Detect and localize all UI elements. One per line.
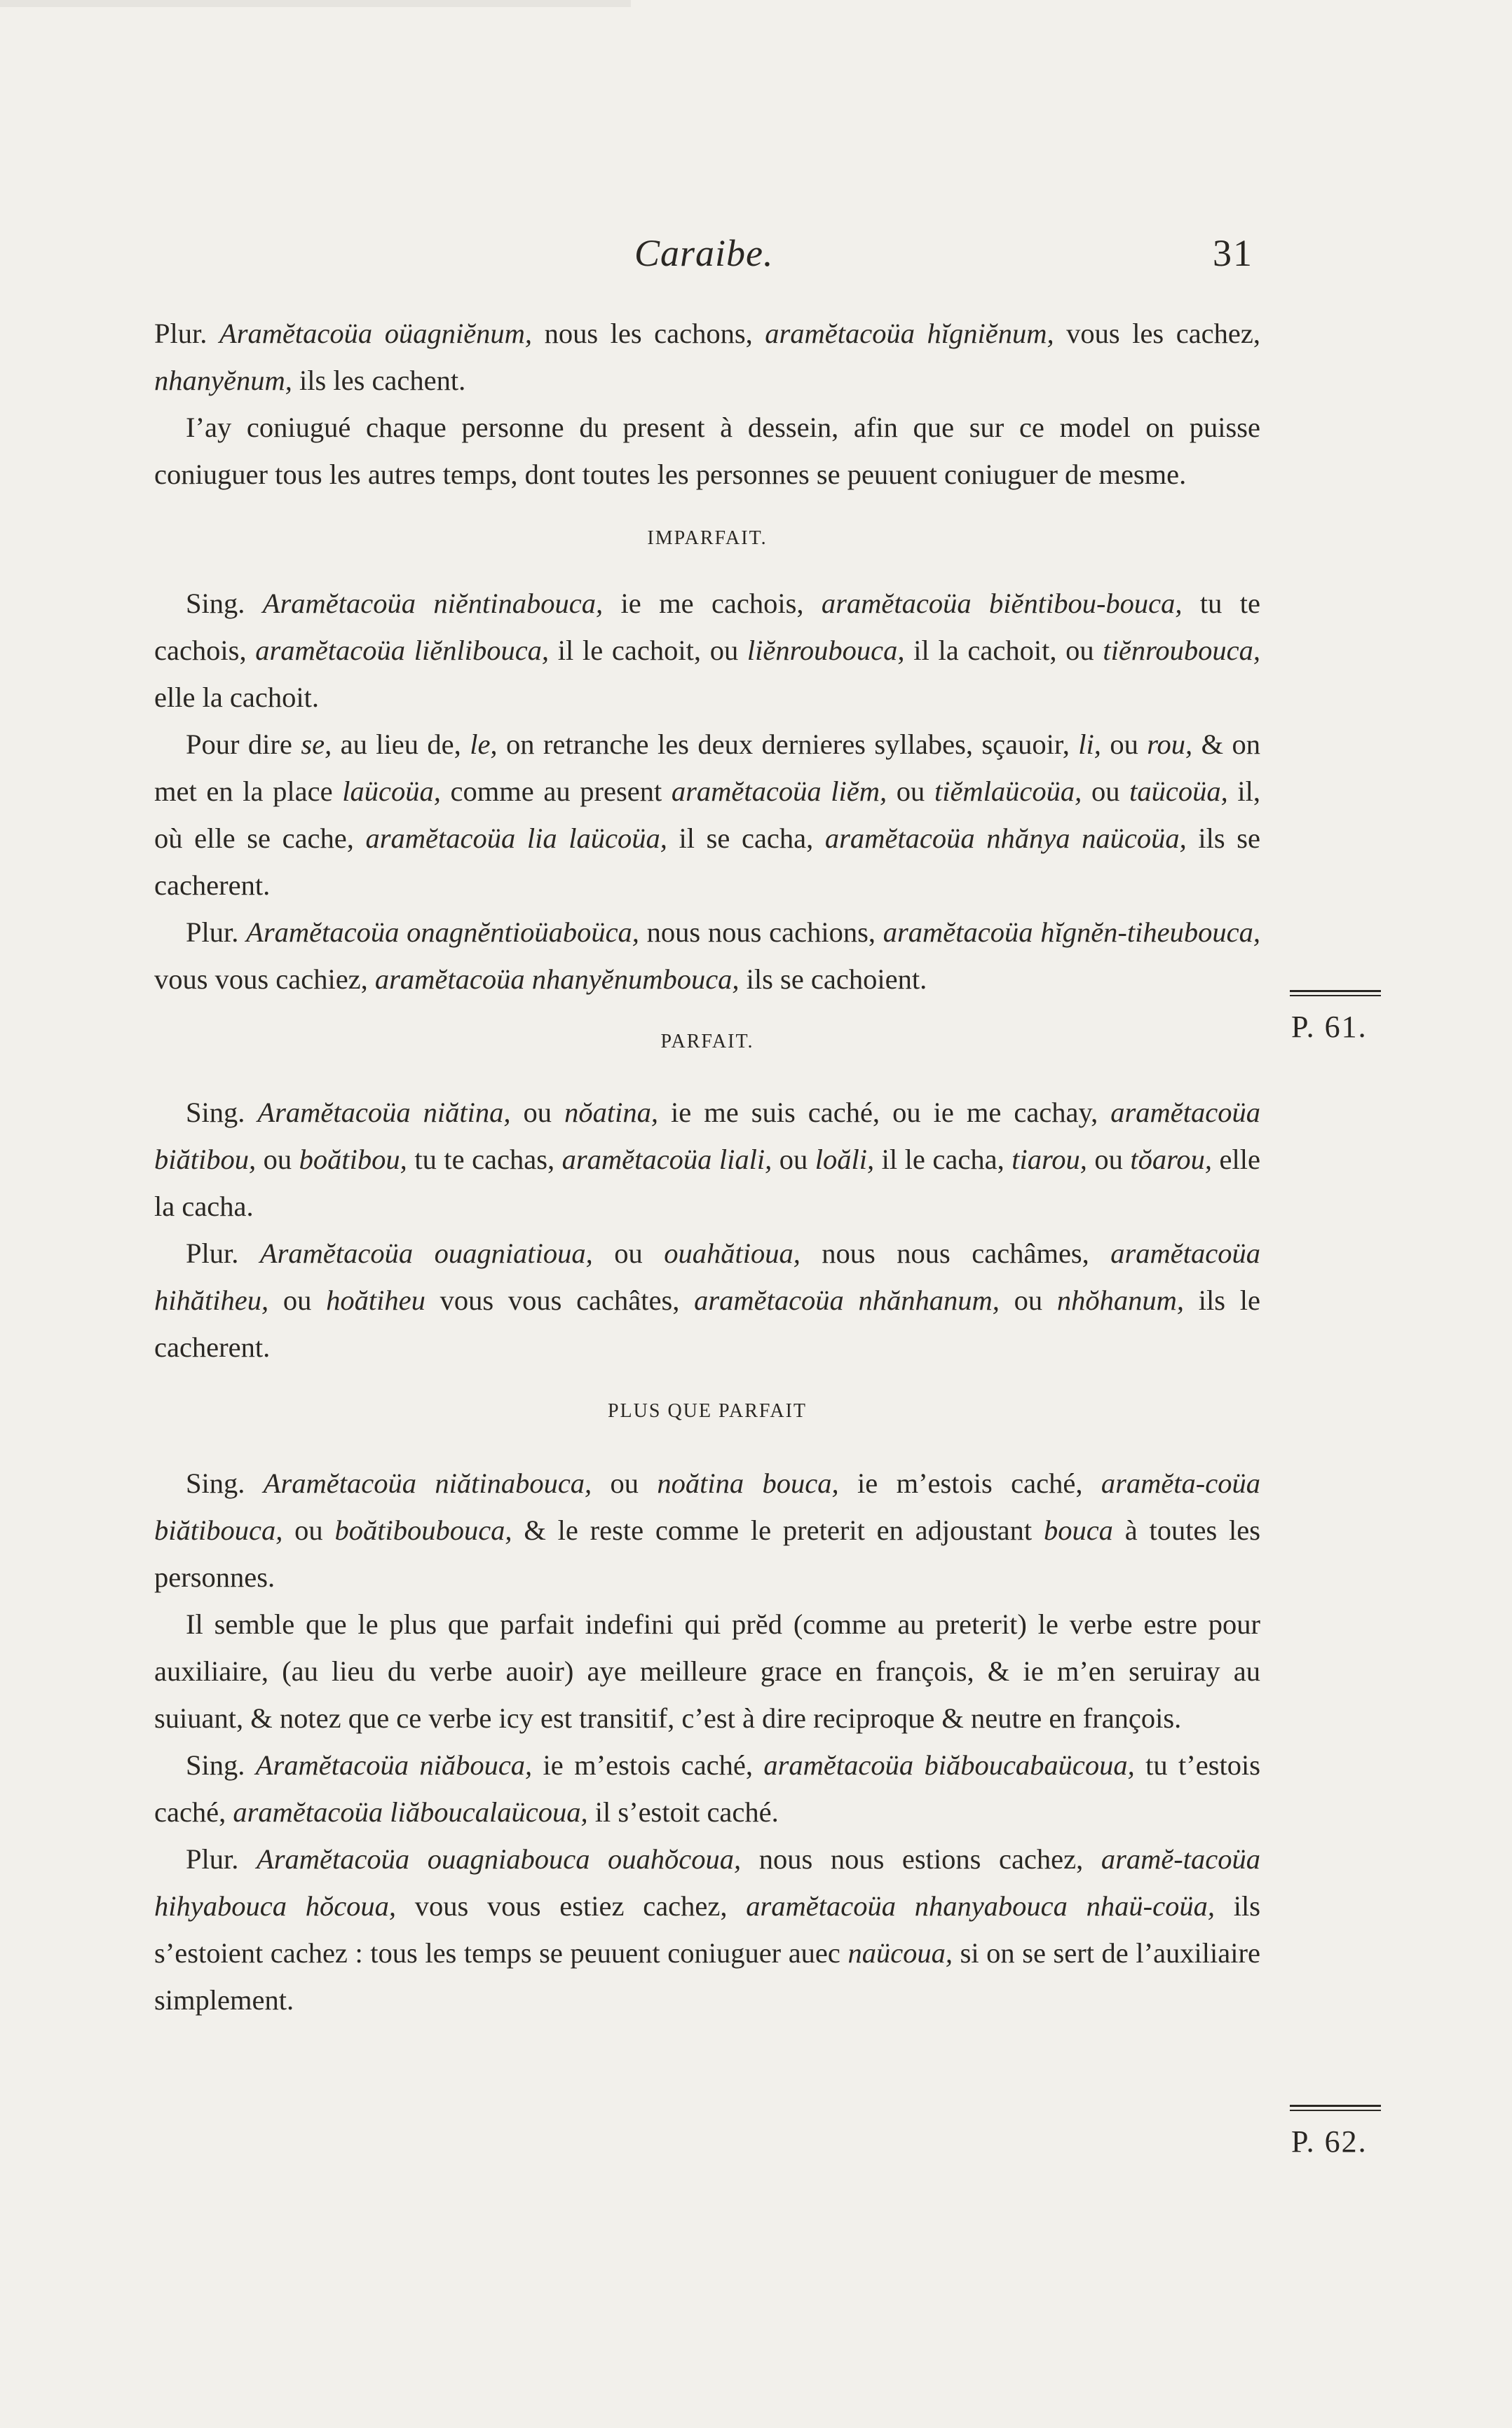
text-run: Sing. (186, 1467, 264, 1499)
italic-term: Aramĕtacoüa niĕntinabouca, (262, 588, 604, 619)
text-run: ils se cacherent. (154, 822, 1260, 901)
italic-term: liĕnroubouca, (747, 635, 905, 666)
italic-term: tiarou, (1012, 1144, 1087, 1175)
text-run: vous les cachez, (1054, 318, 1260, 349)
text-run: ou (887, 775, 934, 807)
italic-term: aramĕtacoüa hĭgniĕnum, (765, 318, 1054, 349)
text-run: tu t’estois caché, (154, 1749, 1260, 1828)
text-run: Plur. (186, 1237, 260, 1269)
text-run: ou (999, 1284, 1057, 1316)
italic-term: tiĕmlaücoüa, (934, 775, 1082, 807)
margin-note-label: P. 61. (1291, 1010, 1368, 1044)
margin-rule-thick (1290, 2105, 1381, 2107)
italic-term: aramĕtacoüa nhanyabouca nhaü-coüa, (746, 1890, 1215, 1922)
text-run: Sing. (186, 1749, 256, 1781)
italic-term: bouca (1043, 1514, 1113, 1546)
italic-term: aramĕtacoüa liĕm, (671, 775, 887, 807)
italic-term: aramĕtacoüa nhănya naücoüa, (824, 822, 1187, 854)
text-block (154, 310, 1260, 2023)
italic-term: hoătiheu (326, 1284, 425, 1316)
text-run: Sing. (186, 588, 263, 619)
italic-term: le, (470, 728, 498, 760)
italic-term: aramĕtacoüa biăboucabaücoua, (763, 1749, 1135, 1781)
margin-note-label: P. 62. (1291, 2124, 1368, 2159)
text-run: tu te cachois, (154, 588, 1260, 666)
text-run: à toutes les personnes. (154, 1514, 1261, 1593)
text-run: ou (1087, 1144, 1131, 1175)
text-run: ou (592, 1467, 658, 1499)
italic-term: aramĕtacoüa nhanyĕnumbouca, (374, 963, 740, 995)
italic-term: nŏatina, (564, 1097, 658, 1128)
italic-term: Aramĕtacoüa oüagniĕnum, (219, 318, 533, 349)
text-run: ou (268, 1284, 327, 1316)
text-run: ie me cachois, (603, 588, 822, 619)
page-number: 31 (1213, 232, 1253, 274)
text-run: il la cachoit, ou (904, 635, 1103, 666)
text-run: il se cacha, (667, 822, 825, 854)
section-heading: PLUS QUE PARFAIT (607, 1400, 808, 1422)
paragraph (154, 909, 1260, 1003)
italic-term: laücoüa, (342, 775, 441, 807)
text-run: & le reste comme le preterit en adjoustant (512, 1514, 1044, 1546)
text-run: nous nous cachâmes, (800, 1237, 1111, 1269)
text-run: ou (1082, 775, 1130, 807)
text-run: vous vous estiez cachez, (396, 1890, 747, 1922)
italic-term: Aramĕtacoüa niătina, (257, 1097, 511, 1128)
text-run: ils se cachoient. (739, 963, 927, 995)
text-run: ou (772, 1144, 815, 1175)
italic-term: Aramĕtacoüa onagnĕntioüaboüca, (246, 916, 639, 948)
text-run: Sing. (186, 1097, 258, 1128)
italic-term: tiĕnroubouca, (1103, 635, 1260, 666)
italic-term: boătiboubouca, (334, 1514, 512, 1546)
text-run: Pour dire (186, 728, 301, 760)
text-run: il s’estoit caché. (587, 1796, 779, 1828)
italic-term: aramĕtacoüa hĭgnĕn-tiheubouca, (883, 916, 1260, 948)
italic-term: aramĕtacoüa biĕntibou-bouca, (821, 588, 1183, 619)
italic-term: taücoüa, (1129, 775, 1228, 807)
section-heading: IMPARFAIT. (647, 527, 768, 549)
italic-term: nhanyĕnum, (154, 365, 292, 396)
margin-note-p62 (1290, 2105, 1388, 2159)
text-run: nous nous cachions, (639, 916, 883, 948)
italic-term: Aramĕtacoüa niătinabouca, (263, 1467, 592, 1499)
paragraph (154, 721, 1260, 909)
margin-rule-thin (1290, 995, 1381, 996)
text-run: vous vous cachiez, (154, 963, 375, 995)
margin-rule-thick (1290, 990, 1381, 992)
italic-term: aramĕ-tacoüa hihyabouca hŏcoua, (154, 1843, 1261, 1922)
paragraph (154, 580, 1260, 721)
italic-term: loăli, (815, 1144, 875, 1175)
italic-term: nhŏhanum, (1056, 1284, 1185, 1316)
italic-term: aramĕtacoüa biătibou, (154, 1097, 1260, 1175)
text-run: ie me suis caché, ou ie me cachay, (658, 1097, 1111, 1128)
italic-term: ouahătioua, (664, 1237, 801, 1269)
italic-term: aramĕta-coüa biătibouca, (154, 1467, 1261, 1546)
italic-term: noătina bouca, (657, 1467, 839, 1499)
paragraph (154, 1089, 1260, 1230)
margin-note-p61 (1290, 990, 1388, 1045)
text-run: vous vous cachâtes, (425, 1284, 695, 1316)
text-run: ou (282, 1514, 335, 1546)
text-run: au lieu de, (332, 728, 470, 760)
text-run: ie m’estois caché, (838, 1467, 1101, 1499)
italic-term: tŏarou, (1130, 1144, 1213, 1175)
paragraph (154, 1460, 1260, 1601)
top-edge-shade (0, 0, 631, 7)
paragraph (154, 1836, 1260, 2023)
text-run: I’ay coniugué chaque personne du present à dessein, afin que sur ce model on puisse coniuguer tous les autres temps, dont toutes les personnes se peuuent coniuguer de mesme. (154, 412, 1260, 490)
text-run: ils le cacherent. (154, 1284, 1260, 1363)
text-run: ou (256, 1144, 299, 1175)
text-run: ou (592, 1237, 665, 1269)
italic-term: aramĕtacoüa lia laücoüa, (365, 822, 667, 854)
section-heading: PARFAIT. (660, 1031, 754, 1052)
italic-term: Aramĕtacoüa ouagniabouca ouahŏcoua, (256, 1843, 742, 1875)
text-run: ou (510, 1097, 565, 1128)
text-run: ou (1101, 728, 1147, 760)
paragraph (154, 1601, 1260, 1742)
text-run: ie m’estois caché, (532, 1749, 764, 1781)
text-run: il le cacha, (874, 1144, 1012, 1175)
running-title: Caraibe. (634, 232, 774, 274)
italic-term: Aramĕtacoüa ouagniatioua, (259, 1237, 593, 1269)
text-run: nous les cachons, (532, 318, 765, 349)
italic-term: naücoua, (847, 1937, 953, 1969)
text-run: il le cachoit, ou (549, 635, 747, 666)
italic-term: rou, (1147, 728, 1193, 760)
paragraph (154, 310, 1260, 404)
text-run: Plur. (154, 318, 219, 349)
italic-term: boătibou, (299, 1144, 407, 1175)
paragraph (154, 1742, 1260, 1836)
italic-term: se, (301, 728, 332, 760)
text-run: il, où elle se cache, (154, 775, 1261, 854)
running-head (0, 231, 1512, 287)
text-run: on retranche les deux dernieres syllabes, sçauoir, (497, 728, 1079, 760)
margin-rule-thin (1290, 2110, 1381, 2111)
text-run: Plur. (186, 1843, 257, 1875)
text-run: elle la cachoit. (154, 681, 319, 713)
italic-term: li, (1078, 728, 1101, 760)
text-run: & on met en la place (154, 728, 1260, 807)
paragraph (154, 1230, 1260, 1371)
text-run: Il semble que le plus que parfait indefini qui prĕd (comme au preterit) le verbe estre pour auxiliaire, (au lieu du verbe auoir) aye meilleure grace en françois, & ie m’en seruiray au suiuant, & notez que ce verbe icy est transitif, c’est à dire reciproque & neutre en françois. (154, 1608, 1260, 1734)
text-run: elle la cacha. (154, 1144, 1260, 1222)
italic-term: aramĕtacoüa liăboucalaücoua, (233, 1796, 588, 1828)
text-run: si on se sert de l’auxiliaire simplement. (154, 1937, 1260, 2016)
italic-term: aramĕtacoüa hihătiheu, (154, 1237, 1261, 1316)
text-run: nous nous estions cachez, (741, 1843, 1101, 1875)
text-run: ils s’estoient cachez : tous les temps se peuuent coniuguer auec (154, 1890, 1260, 1969)
paragraph (154, 404, 1260, 498)
text-run: Plur. (186, 916, 247, 948)
text-run: ils les cachent. (292, 365, 466, 396)
italic-term: aramĕtacoüa liali, (561, 1144, 772, 1175)
italic-term: aramĕtacoüa liĕnlibouca, (255, 635, 550, 666)
italic-term: aramĕtacoüa nhănhanum, (694, 1284, 1000, 1316)
text-run: comme au present (440, 775, 672, 807)
text-run: tu te cachas, (407, 1144, 562, 1175)
italic-term: Aramĕtacoüa niăbouca, (255, 1749, 533, 1781)
